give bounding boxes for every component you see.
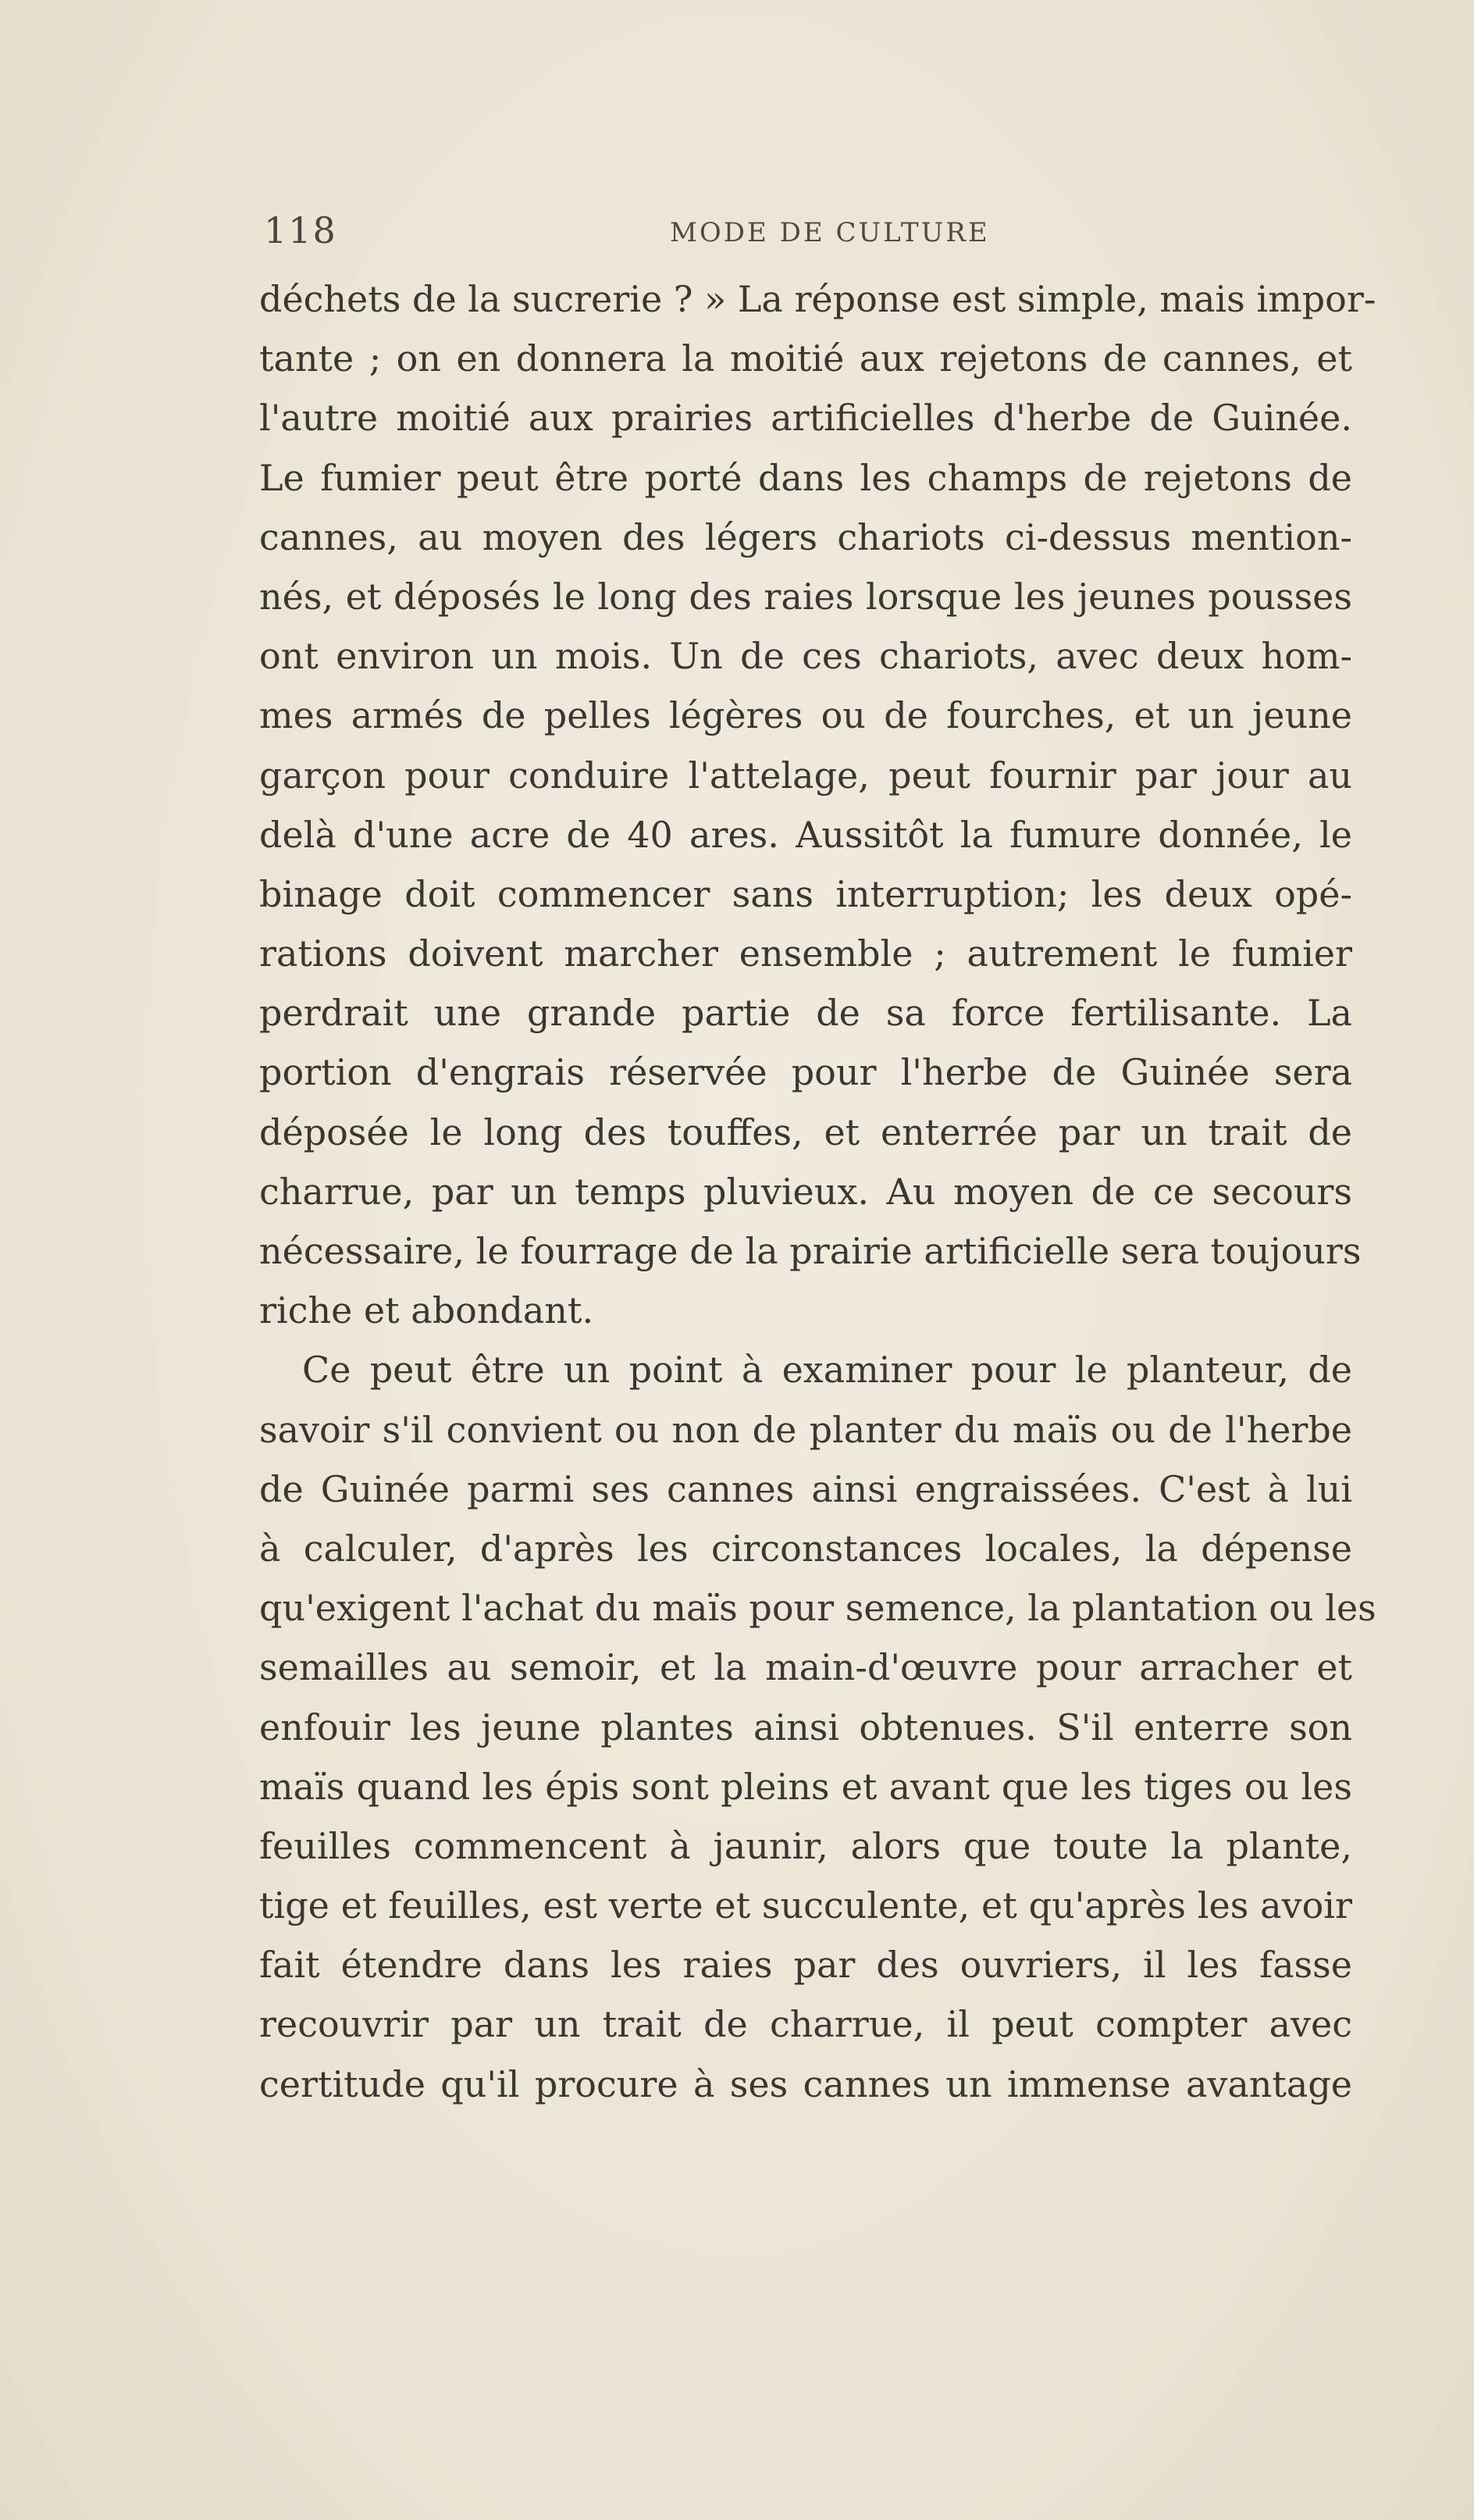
paragraph bbox=[259, 269, 1376, 1340]
text-line: à calculer, d'après les circonstances locales, la dépense bbox=[259, 1527, 1352, 1570]
page-header bbox=[264, 209, 1357, 264]
text-line: enfouir les jeune plantes ainsi obtenues. S'il enterre son bbox=[259, 1706, 1352, 1748]
text-line: de Guinée parmi ses cannes ainsi engraissées. C'est à lui bbox=[259, 1467, 1352, 1510]
text-line: qu'exigent l'achat du maïs pour semence, la plantation ou les bbox=[259, 1587, 1376, 1630]
body-text bbox=[259, 269, 1376, 2114]
text-line: portion d'engrais réservée pour l'herbe de Guinée sera bbox=[259, 1051, 1352, 1094]
text-line: nécessaire, le fourrage de la prairie artificielle sera toujours bbox=[259, 1230, 1362, 1272]
page-number: 118 bbox=[264, 209, 337, 251]
text-line: fait étendre dans les raies par des ouvriers, il les fasse bbox=[259, 1944, 1352, 1987]
text-line: semailles au semoir, et la main-d'œuvre pour arracher et bbox=[259, 1646, 1352, 1689]
text-line: savoir s'il convient ou non de planter du maïs ou de l'herbe bbox=[259, 1408, 1352, 1451]
text-line: déposée le long des touffes, et enterrée par un trait de bbox=[259, 1110, 1352, 1153]
text-line: l'autre moitié aux prairies artificielles d'herbe de Guinée. bbox=[259, 397, 1352, 440]
text-line: riche et abondant. bbox=[259, 1289, 594, 1332]
text-line: ont environ un mois. Un de ces chariots, avec deux hom- bbox=[259, 635, 1352, 678]
text-line: Ce peut être un point à examiner pour le planteur, de bbox=[302, 1349, 1352, 1392]
running-title: MODE DE CULTURE bbox=[670, 217, 990, 248]
text-line: tante ; on en donnera la moitié aux rejetons de cannes, et bbox=[259, 337, 1352, 380]
text-line: tige et feuilles, est verte et succulente, et qu'après les avoir bbox=[259, 1884, 1352, 1927]
text-line: rations doivent marcher ensemble ; autrement le fumier bbox=[259, 932, 1352, 975]
text-line: cannes, au moyen des légers chariots ci-dessus mention- bbox=[259, 515, 1352, 558]
text-line: feuilles commencent à jaunir, alors que toute la plante, bbox=[259, 1824, 1352, 1867]
text-line: déchets de la sucrerie ? » La réponse est simple, mais impor- bbox=[259, 278, 1376, 320]
text-line: garçon pour conduire l'attelage, peut fournir par jour au bbox=[259, 754, 1352, 797]
text-line: recouvrir par un trait de charrue, il peut compter avec bbox=[259, 2003, 1352, 2046]
text-line: mes armés de pelles légères ou de fourches, et un jeune bbox=[259, 694, 1352, 737]
text-line: perdrait une grande partie de sa force fertilisante. La bbox=[259, 992, 1352, 1035]
text-line: nés, et déposés le long des raies lorsque les jeunes pousses bbox=[259, 575, 1352, 618]
text-line: delà d'une acre de 40 ares. Aussitôt la fumure donnée, le bbox=[259, 813, 1352, 856]
text-line: binage doit commencer sans interruption; les deux opé- bbox=[259, 872, 1352, 915]
text-line: charrue, par un temps pluvieux. Au moyen de ce secours bbox=[259, 1170, 1352, 1213]
text-line: maïs quand les épis sont pleins et avant que les tiges ou les bbox=[259, 1765, 1352, 1808]
text-line: certitude qu'il procure à ses cannes un immense avantage bbox=[259, 2062, 1352, 2105]
paragraph bbox=[259, 1340, 1376, 2113]
text-line: Le fumier peut être porté dans les champs de rejetons de bbox=[259, 456, 1352, 499]
